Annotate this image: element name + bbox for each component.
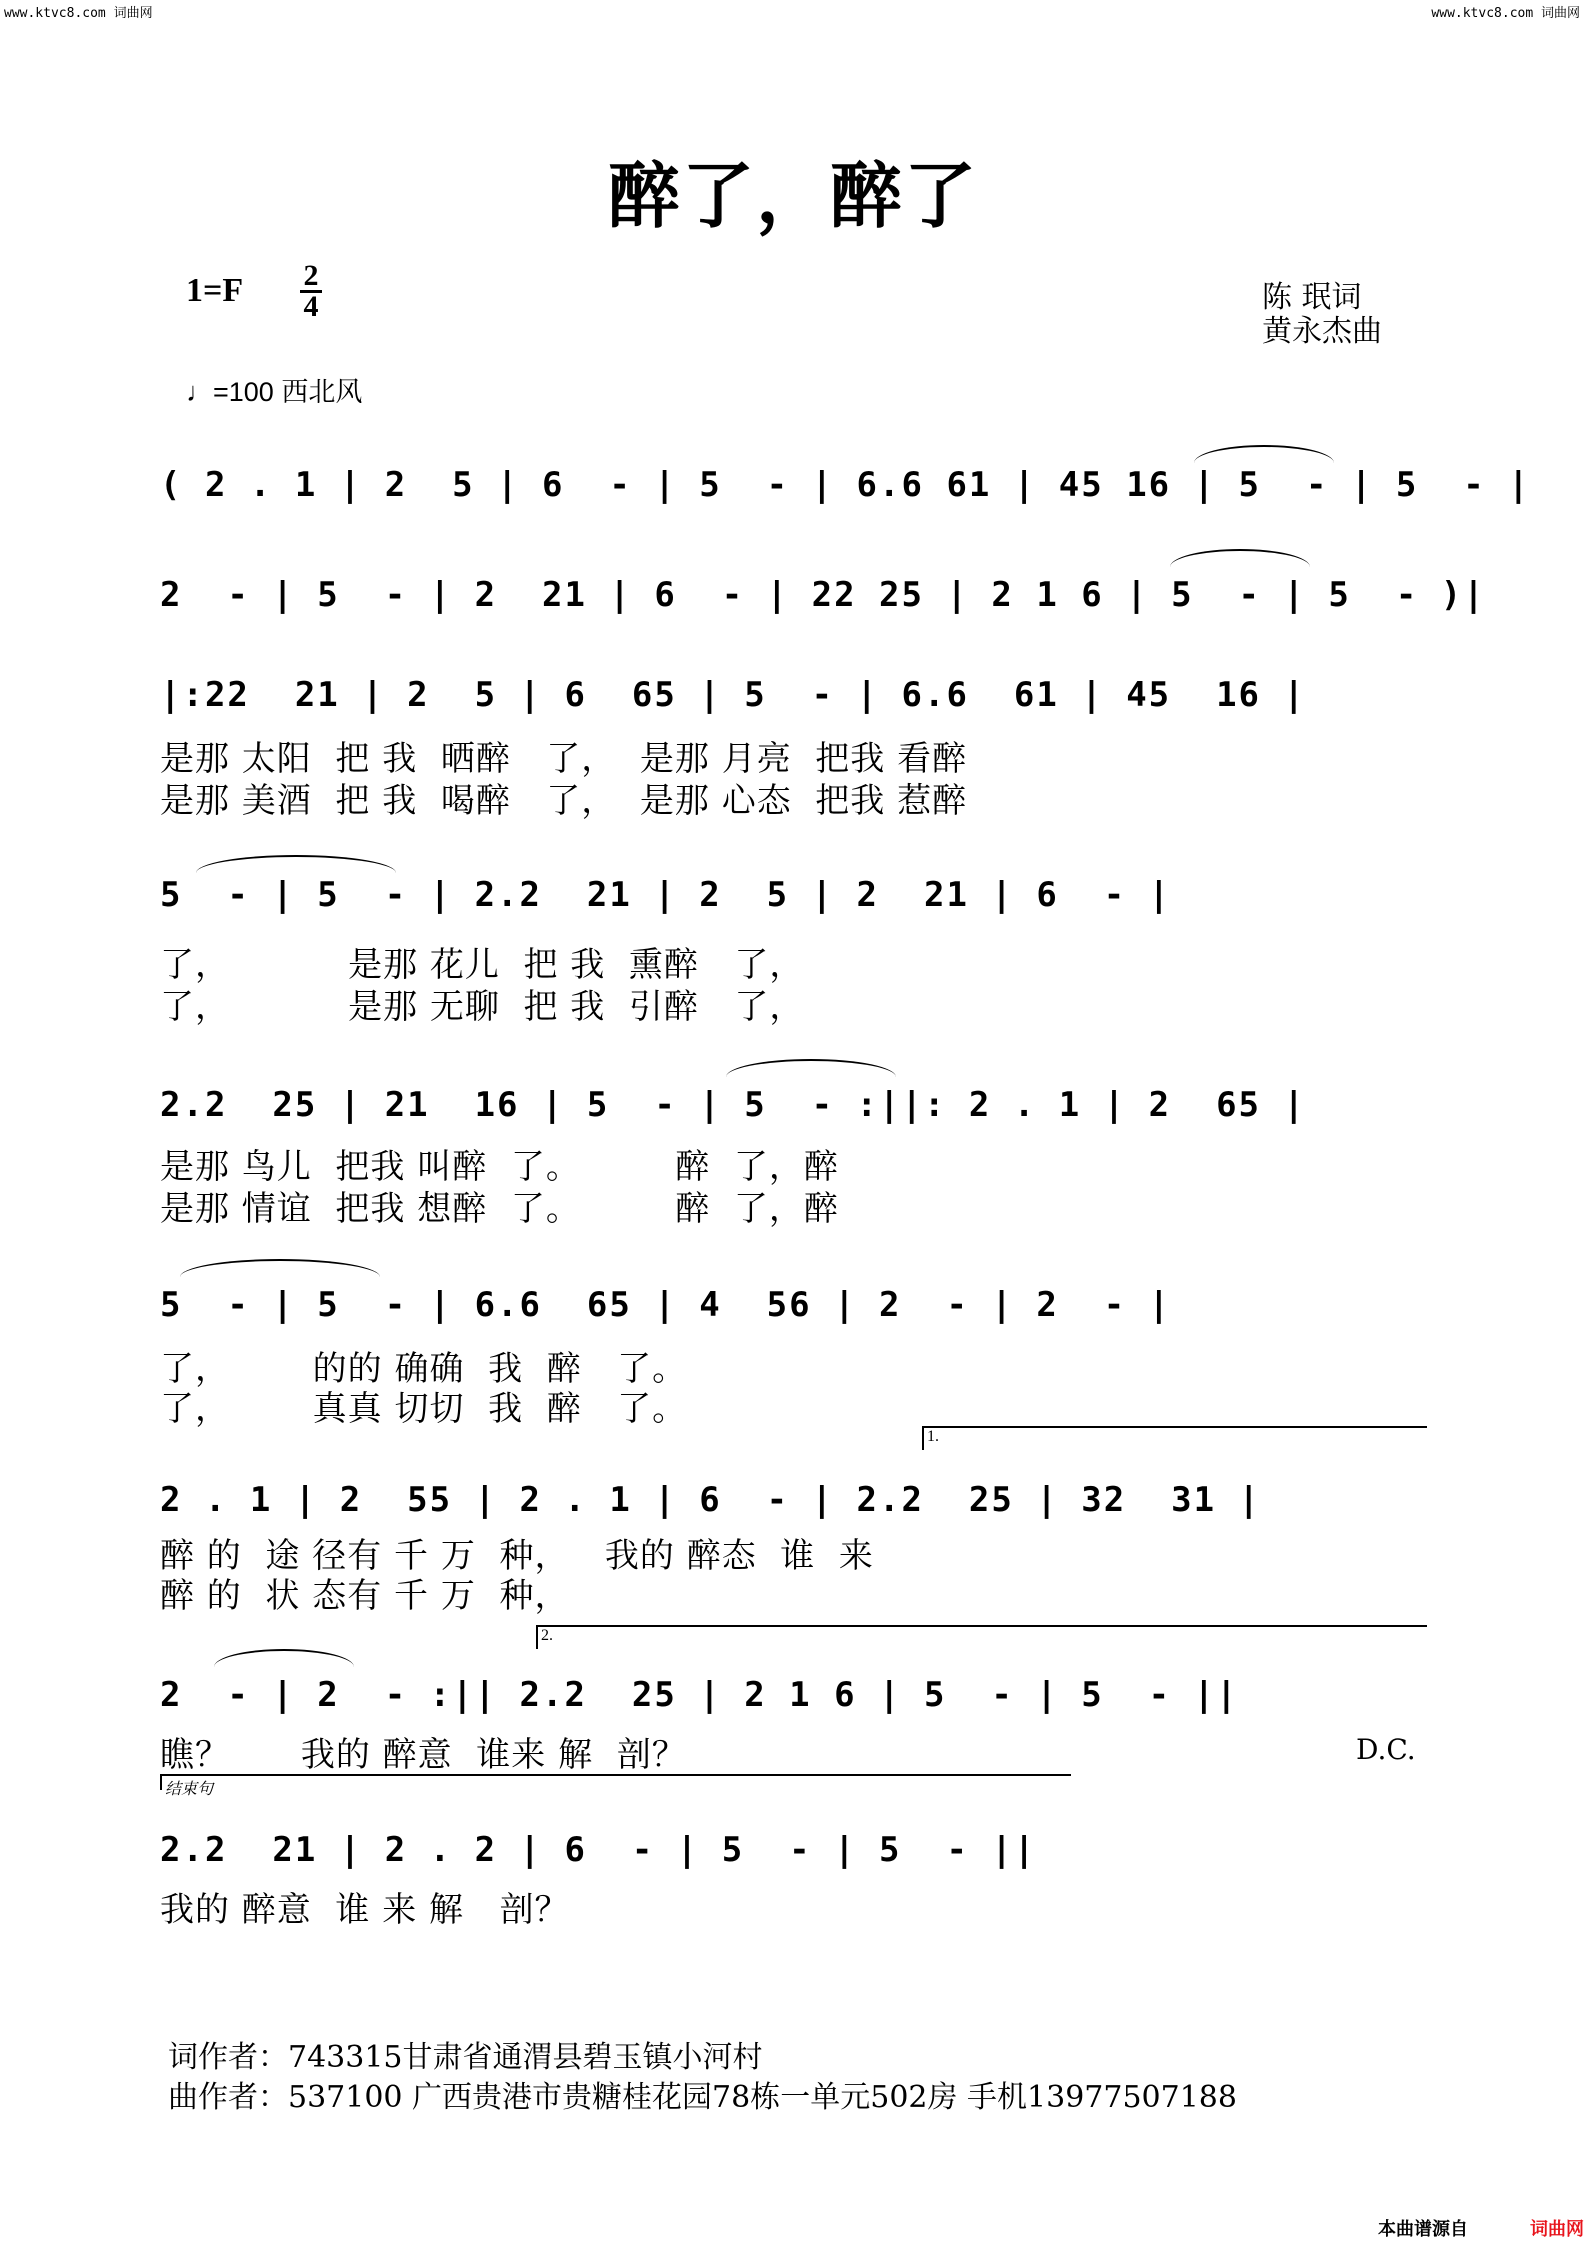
notation-line: 2.2 21 | 2 . 2 | 6 - | 5 - | 5 - ||	[160, 1830, 1037, 1870]
source-site-logo: 词曲网	[1530, 2219, 1584, 2239]
time-signature-bottom: 4	[303, 290, 319, 323]
tie-mark	[180, 1259, 380, 1277]
site-header-right: www.ktvc8.com 词曲网	[1431, 6, 1580, 21]
lyrics-verse-1: 瞧？ 我的 醉意 谁来 解 剖？	[160, 1735, 687, 1775]
lyrics-verse-1: 醉 的 途 径有 千 万 种， 我的 醉态 谁 来	[160, 1536, 874, 1576]
lyrics-verse-2: 是那 情谊 把我 想醉 了。 醉 了，醉	[160, 1189, 839, 1229]
site-header-left: www.ktvc8.com 词曲网	[4, 6, 153, 21]
composer-address: 曲作者：537100 广西贵港市贵糖桂花园78栋一单元502房 手机13977507188	[168, 2080, 1237, 2115]
lyricist-address: 词作者：743315甘肃省通渭县碧玉镇小河村	[168, 2040, 763, 2075]
tempo-marking: ♩=100 西北风	[186, 377, 363, 407]
notation-line: |:22 21 | 2 5 | 6 65 | 5 - | 6.6 61 | 45 16 |	[160, 675, 1306, 715]
notation-line: 5 - | 5 - | 2.2 21 | 2 5 | 2 21 | 6 - |	[160, 875, 1172, 915]
time-signature	[300, 259, 322, 323]
tie-mark	[726, 1059, 896, 1077]
tie-mark	[196, 855, 396, 873]
time-signature-top: 2	[300, 262, 322, 293]
da-capo-marking: D.C.	[1356, 1733, 1416, 1766]
notation-line: 2 . 1 | 2 55 | 2 . 1 | 6 - | 2.2 25 | 32 31 |	[160, 1480, 1262, 1520]
notation-line: ( 2 . 1 | 2 5 | 6 - | 5 - | 6.6 61 | 45 16 | 5 - | 5 - |	[160, 465, 1531, 505]
lyrics-verse-2: 醉 的 状 态有 千 万 种，	[160, 1576, 570, 1616]
source-label: 本曲谱源自	[1378, 2219, 1468, 2239]
lyrics-verse-2: 了， 真真 切切 我 醉 了。	[160, 1389, 688, 1429]
lyrics-verse-1: 是那 太阳 把 我 晒醉 了， 是那 月亮 把我 看醉	[160, 739, 968, 779]
key-signature: 1=F	[186, 272, 244, 309]
tie-mark	[1194, 445, 1334, 463]
composer-credit: 黄永杰曲	[1262, 314, 1382, 349]
tie-mark	[214, 1649, 354, 1667]
notation-line: 2 - | 5 - | 2 21 | 6 - | 22 25 | 2 1 6 | 5 - | 5 - )|	[160, 575, 1486, 615]
first-ending-bracket: 1.	[922, 1426, 1427, 1450]
lyricist-credit: 陈 珉词	[1262, 280, 1362, 315]
song-title: 醉了，醉了	[607, 154, 978, 238]
notation-line: 2 - | 2 - :|| 2.2 25 | 2 1 6 | 5 - | 5 - ||	[160, 1675, 1239, 1715]
second-ending-bracket: 2.	[536, 1625, 1427, 1649]
coda-bracket: 结束句	[160, 1774, 1071, 1790]
notation-line: 5 - | 5 - | 6.6 65 | 4 56 | 2 - | 2 - |	[160, 1285, 1172, 1325]
lyrics-verse-1: 是那 鸟儿 把我 叫醉 了。 醉 了，醉	[160, 1147, 839, 1187]
lyrics-verse-2: 是那 美酒 把 我 喝醉 了， 是那 心态 把我 惹醉	[160, 781, 968, 821]
lyrics-verse-2: 了， 是那 无聊 把 我 引醉 了，	[160, 987, 805, 1027]
tie-mark	[1170, 549, 1310, 567]
lyrics-verse-1: 我的 醉意 谁 来 解 剖？	[160, 1890, 570, 1930]
lyrics-verse-1: 了， 的的 确确 我 醉 了。	[160, 1349, 688, 1389]
lyrics-verse-1: 了， 是那 花儿 把 我 熏醉 了，	[160, 945, 805, 985]
notation-line: 2.2 25 | 21 16 | 5 - | 5 - :||: 2 . 1 | 2 65 |	[160, 1085, 1306, 1125]
